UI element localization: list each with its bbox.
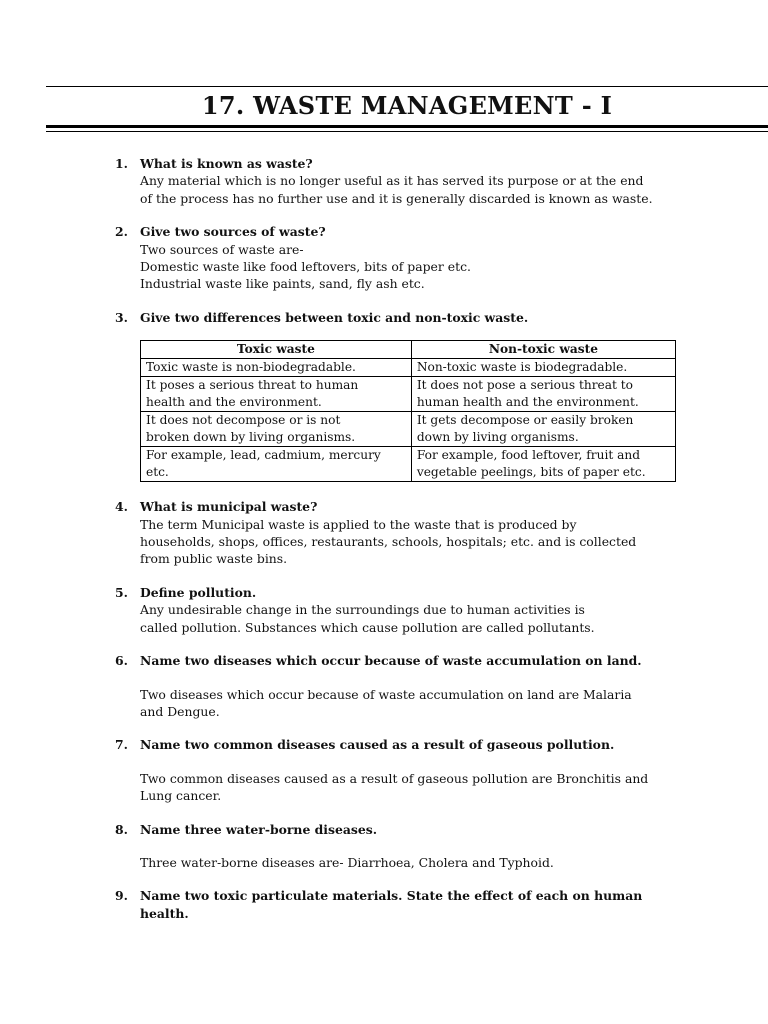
answer-line: Lung cancer. (140, 788, 222, 804)
question-2 (115, 223, 675, 293)
question-text: Name two common diseases caused as a result of gaseous pollution. (140, 737, 615, 753)
table-cell (411, 359, 675, 377)
table-header-cell: Toxic waste (141, 341, 412, 359)
table-row (141, 359, 676, 377)
question-7 (115, 736, 675, 804)
answer-line: Any undesirable change in the surroundings due to human activities is (140, 602, 585, 618)
table-header-row (141, 341, 676, 359)
cell-line: Non-toxic waste is biodegradable. (416, 360, 628, 375)
cell-line: For example, lead, cadmium, mercury (146, 448, 381, 463)
question-4 (115, 498, 675, 568)
question-9 (115, 887, 675, 922)
answer-line: called pollution. Substances which cause pollution are called pollutants. (140, 619, 595, 635)
question-1 (115, 155, 675, 207)
question-6 (115, 652, 675, 720)
question-number: 3. (115, 309, 128, 325)
cell-line: It does not pose a serious threat to (416, 378, 634, 393)
question-number: 4. (115, 499, 128, 515)
question-text: Give two differences between toxic and non-toxic waste. (140, 309, 529, 325)
cell-line: It does not decompose or is not (146, 413, 341, 428)
question-text: Give two sources of waste? (140, 224, 326, 240)
answer-line: Two diseases which occur because of waste accumulation on land are Malaria (140, 686, 632, 702)
question-number: 1. (115, 156, 128, 171)
answer-line: and Dengue. (140, 703, 220, 719)
question-8 (115, 821, 675, 872)
table-cell (411, 377, 675, 412)
cell-line: broken down by living organisms. (146, 430, 356, 445)
question-text-continued: health. (140, 905, 189, 921)
cell-line: It gets decompose or easily broken (416, 413, 634, 428)
table-row (141, 377, 676, 412)
cell-line: Toxic waste is non-biodegradable. (146, 360, 356, 375)
answer-line: Any material which is no longer useful as it has served its purpose or at the end (140, 173, 644, 189)
table-cell (141, 447, 412, 482)
question-number: 7. (115, 737, 128, 753)
question-number: 5. (115, 584, 128, 600)
table-cell (141, 412, 412, 447)
cell-line: down by living organisms. (416, 430, 579, 445)
question-text: Name two diseases which occur because of waste accumulation on land. (140, 653, 642, 669)
cell-line: It poses a serious threat to human (146, 378, 359, 393)
cell-line: human health and the environment. (416, 395, 639, 410)
question-number: 2. (115, 224, 128, 240)
toxic-comparison-table (140, 340, 676, 482)
table-cell (411, 447, 675, 482)
answer-line: of the process has no further use and it is generally discarded is known as waste. (140, 190, 653, 206)
question-text: What is known as waste? (140, 156, 313, 171)
table-header-cell: Non-toxic waste (411, 341, 675, 359)
question-number: 8. (115, 821, 128, 837)
answer-line: Domestic waste like food leftovers, bits of paper etc. (140, 259, 471, 275)
question-number: 9. (115, 888, 128, 904)
question-3 (115, 309, 675, 482)
answer-line: households, shops, offices, restaurants, schools, hospitals; etc. and is collected (140, 534, 637, 550)
answer-line: The term Municipal waste is applied to the waste that is produced by (140, 516, 577, 532)
table-cell (141, 377, 412, 412)
answer-line: Three water-borne diseases are- Diarrhoea, Cholera and Typhoid. (140, 854, 554, 870)
cell-line: For example, food leftover, fruit and (416, 448, 641, 463)
question-text: Name three water-borne diseases. (140, 821, 378, 837)
answer-line: Two sources of waste are- (140, 241, 304, 257)
page-title: 17. WASTE MANAGEMENT - I (201, 91, 613, 120)
question-5 (115, 584, 675, 636)
title-rule-bottom-thick (46, 125, 768, 128)
question-text: What is municipal waste? (140, 499, 318, 515)
cell-line: vegetable peelings, bits of paper etc. (416, 465, 646, 480)
question-number: 6. (115, 653, 128, 669)
answer-line: Industrial waste like paints, sand, fly ash etc. (140, 276, 425, 292)
answer-line: Two common diseases caused as a result of gaseous pollution are Bronchitis and (140, 770, 649, 786)
table-row (141, 412, 676, 447)
table-cell (411, 412, 675, 447)
cell-line: health and the environment. (146, 395, 322, 410)
question-text: Define pollution. (140, 584, 257, 600)
title-rule-bottom-thin (46, 131, 768, 132)
table-cell (141, 359, 412, 377)
table-row (141, 447, 676, 482)
cell-line: etc. (146, 465, 169, 480)
question-text: Name two toxic particulate materials. State the effect of each on human (140, 888, 643, 904)
answer-line: from public waste bins. (140, 551, 288, 567)
questions-list (115, 155, 675, 922)
